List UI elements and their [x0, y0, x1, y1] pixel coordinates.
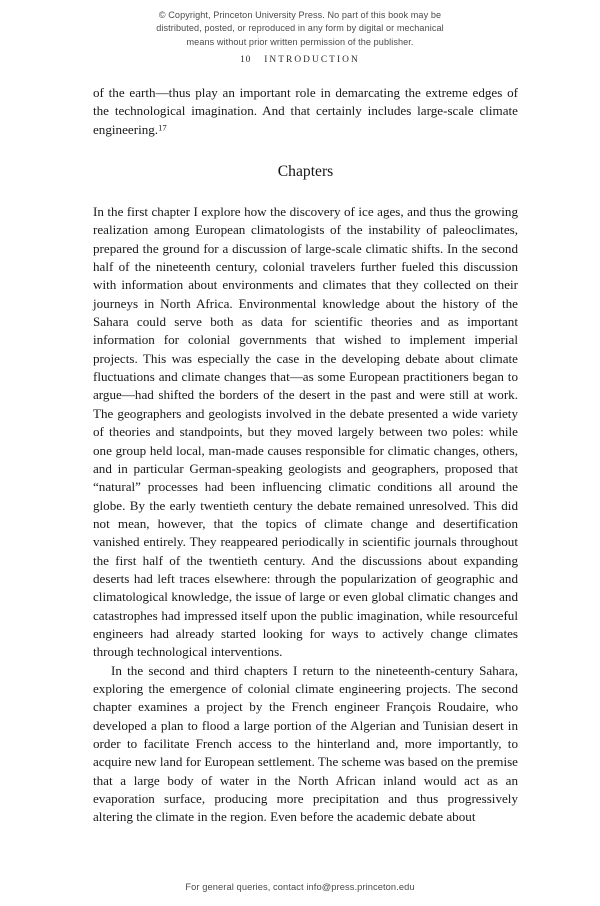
spacer-below-heading	[93, 180, 518, 203]
spacer-above-heading	[93, 139, 518, 164]
copyright-notice	[0, 9, 600, 49]
paragraph-continued	[93, 84, 518, 139]
section-heading: Chapters	[277, 163, 334, 181]
body-text	[93, 84, 518, 827]
paragraph-continued-text: of the earth—thus play an important role in demarcating the extreme edges of the technological imagination. And that certainly includes large-scale climate engineering.	[93, 85, 518, 137]
footnote-reference: 17	[158, 122, 167, 133]
copyright-line-3: means without prior written permission of the publisher.	[186, 36, 414, 47]
copyright-line-1: © Copyright, Princeton University Press. No part of this book may be	[158, 10, 442, 20]
running-head	[0, 55, 600, 65]
copyright-line-2: distributed, posted, or reproduced in any form by digital or mechanical	[156, 23, 444, 34]
paragraph-2: In the second and third chapters I return to the nineteenth-century Sahara, exploring the emergence of colonial climate engineering projects. The second chapter examines a project by the French engineer François Roudaire, who developed a plan to flood a large portion of the Algerian and Tunisian desert in order to facilitate French access to the hinterland and, more importantly, to acquire new land for European settlement. The scheme was based on the premise that a large body of water in the North African inland would act as an evaporation surface, producing more precipitation and thus progressively altering the climate in the region. Even before the academic debate about	[93, 662, 518, 825]
running-head-title: INTRODUCTION	[264, 55, 360, 65]
footer-query-note: For general queries, contact info@press.princeton.edu	[185, 882, 415, 892]
page-number: 10	[240, 55, 252, 65]
paragraph-1: In the first chapter I explore how the discovery of ice ages, and thus the growing realization among European climatologists of the instability of paleoclimates, prepared the ground for a discussion of large-scale climatic shifts. In the second half of the nineteenth century, colonial travelers further fueled this discussion with information about environments and climates that they collected on their journeys in North Africa. Environmental knowledge about the history of the Sahara could serve both as data for scientific theories and as important information for colonial governments that wished to implement imperial projects. This was especially the case in the developing debate about climate fluctuations and climate changes that—as some European practitioners began to argue—had shifted the borders of the desert in the past and were still at work. The geographers and geologists involved in the debate presented a wide variety of theories and standpoints, but they moved largely between two poles: while one group held local, man-made causes responsible for climatic changes, others, and in particular German-speaking geologists and geographers, proposed that “natural” processes had been influencing climatic conditions all around the globe. By the early twentieth century the debate remained unresolved. This did not mean, however, that the topics of climate change and desertification vanished entirely. They reappeared periodically in scientific journals throughout the first half of the twentieth century. And the discussions about expanding deserts had left traces elsewhere: through the popularization of geographic and climatological knowledge, the issue of large or even global climatic changes and catastrophes had impressed itself upon the public imagination, while resourceful engineers had already started looking for ways to actively change climates through technological interventions.	[93, 204, 518, 660]
